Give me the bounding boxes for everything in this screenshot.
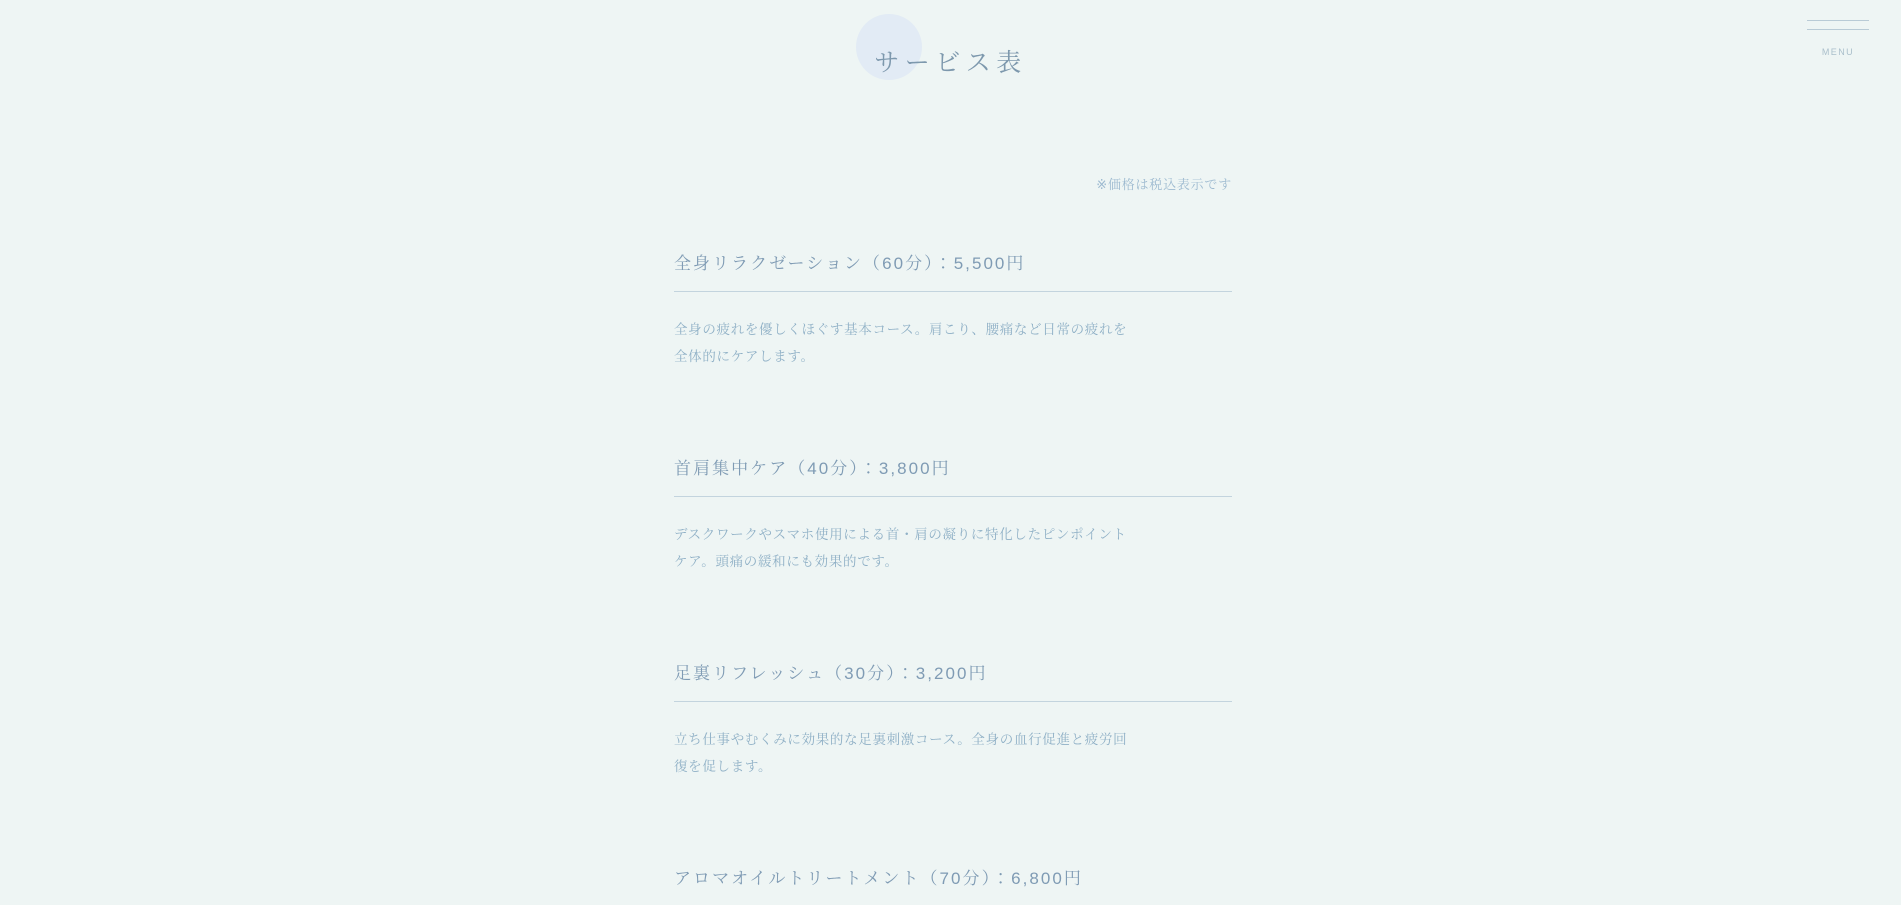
service-description: 立ち仕事やむくみに効果的な足裏刺激コース。全身の血行促進と疲労回復を促します。 <box>674 732 1128 774</box>
service-heading: 足裏リフレッシュ（30分）：3,200円 <box>674 659 1232 702</box>
list-item <box>674 249 1232 370</box>
service-description: デスクワークやスマホ使用による首・肩の凝りに特化したピンポイントケア。頭痛の緩和にも効果的です。 <box>674 527 1127 569</box>
service-list <box>674 249 1232 905</box>
service-heading: 全身リラクゼーション（60分）：5,500円 <box>674 249 1232 292</box>
menu-button[interactable] <box>1807 20 1869 60</box>
service-heading: アロマオイルトリートメント（70分）：6,800円 <box>674 864 1232 905</box>
menu-label: MENU <box>1821 47 1855 57</box>
main-content <box>674 0 1232 905</box>
list-item <box>674 864 1232 905</box>
page-title: サービス表 <box>874 48 1027 77</box>
list-item <box>674 454 1232 575</box>
hamburger-line-bottom-icon <box>1807 29 1869 30</box>
service-description: 全身の疲れを優しくほぐす基本コース。肩こり、腰痛など日常の疲れを全体的にケアします。 <box>674 322 1128 364</box>
hamburger-line-top-icon <box>1807 20 1869 21</box>
tax-note: ※価格は税込表示です <box>1096 177 1232 192</box>
list-item <box>674 659 1232 780</box>
service-heading: 首肩集中ケア（40分）：3,800円 <box>674 454 1232 497</box>
